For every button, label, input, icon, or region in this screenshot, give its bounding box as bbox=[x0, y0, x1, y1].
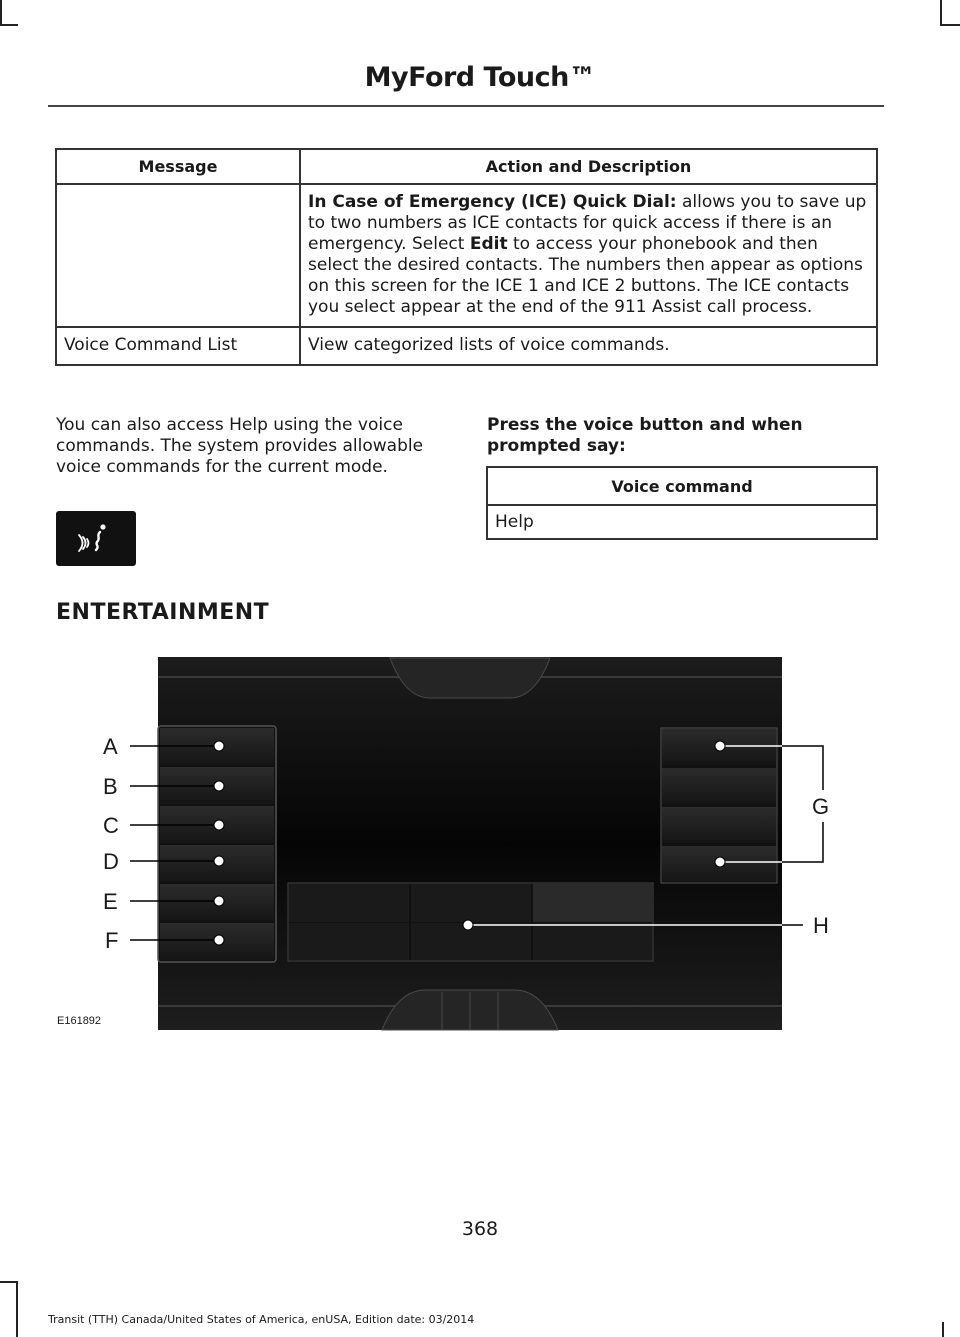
crop-mark bbox=[16, 1281, 18, 1337]
crop-mark bbox=[940, 0, 942, 26]
action-cell bbox=[300, 184, 877, 327]
table-row bbox=[56, 184, 877, 327]
title-divider bbox=[48, 105, 884, 107]
page-number: 368 bbox=[461, 1218, 499, 1240]
ice-text-a: allows you to save up to two numbers as ICE contacts for quick access if there is an emergency. Select bbox=[308, 192, 867, 254]
message-cell bbox=[56, 184, 300, 327]
table-header-row bbox=[56, 149, 877, 184]
message-cell: Voice Command List bbox=[56, 327, 300, 365]
ice-text-b: to access your phonebook and then select the desired contacts. The numbers then appear as options on this screen for the ICE 1 and ICE 2 buttons. The ICE contacts you select appear at the end of the 911 Assist call process. bbox=[308, 234, 863, 317]
ice-term: In Case of Emergency (ICE) Quick Dial: bbox=[308, 192, 677, 212]
action-cell: View categorized lists of voice commands. bbox=[300, 327, 877, 365]
column-header-message: Message bbox=[56, 149, 300, 184]
edition-footer: Transit (TTH) Canada/United States of America, enUSA, Edition date: 03/2014 bbox=[48, 1313, 475, 1326]
table-row bbox=[56, 327, 877, 365]
callout-label-b: B bbox=[103, 774, 118, 799]
voice-button-icon bbox=[56, 511, 136, 566]
callout-label-c: C bbox=[103, 813, 119, 838]
voice-prompt: Press the voice button and when prompted say: bbox=[487, 415, 803, 456]
edit-term: Edit bbox=[469, 234, 508, 254]
help-paragraph: You can also access Help using the voice commands. The system provides allowable voice commands for the current mode. bbox=[56, 415, 424, 477]
entertainment-screen-diagram bbox=[57, 650, 840, 1040]
column-header-voice-command: Voice command bbox=[487, 467, 877, 505]
voice-command-cell: Help bbox=[487, 505, 877, 539]
page-title: MyFord Touch™ bbox=[364, 62, 596, 93]
callout-label-h: H bbox=[813, 913, 829, 938]
image-code: E161892 bbox=[57, 1015, 102, 1027]
source-buttons-panel bbox=[158, 726, 276, 962]
crop-mark bbox=[0, 0, 2, 26]
callout-label-g: G bbox=[812, 794, 830, 819]
callout-label-a: A bbox=[103, 734, 118, 759]
section-heading: ENTERTAINMENT bbox=[56, 600, 270, 625]
message-table bbox=[55, 148, 878, 366]
callout-label-e: E bbox=[103, 889, 118, 914]
table-header-row bbox=[487, 467, 877, 505]
column-header-action: Action and Description bbox=[300, 149, 877, 184]
top-status-bar bbox=[390, 658, 550, 698]
crop-mark bbox=[0, 24, 18, 26]
callout-label-f: F bbox=[105, 928, 119, 953]
crop-mark bbox=[942, 24, 960, 26]
callout-label-d: D bbox=[103, 849, 119, 874]
crop-mark bbox=[942, 1322, 944, 1337]
table-row bbox=[487, 505, 877, 539]
voice-command-table bbox=[486, 466, 878, 540]
